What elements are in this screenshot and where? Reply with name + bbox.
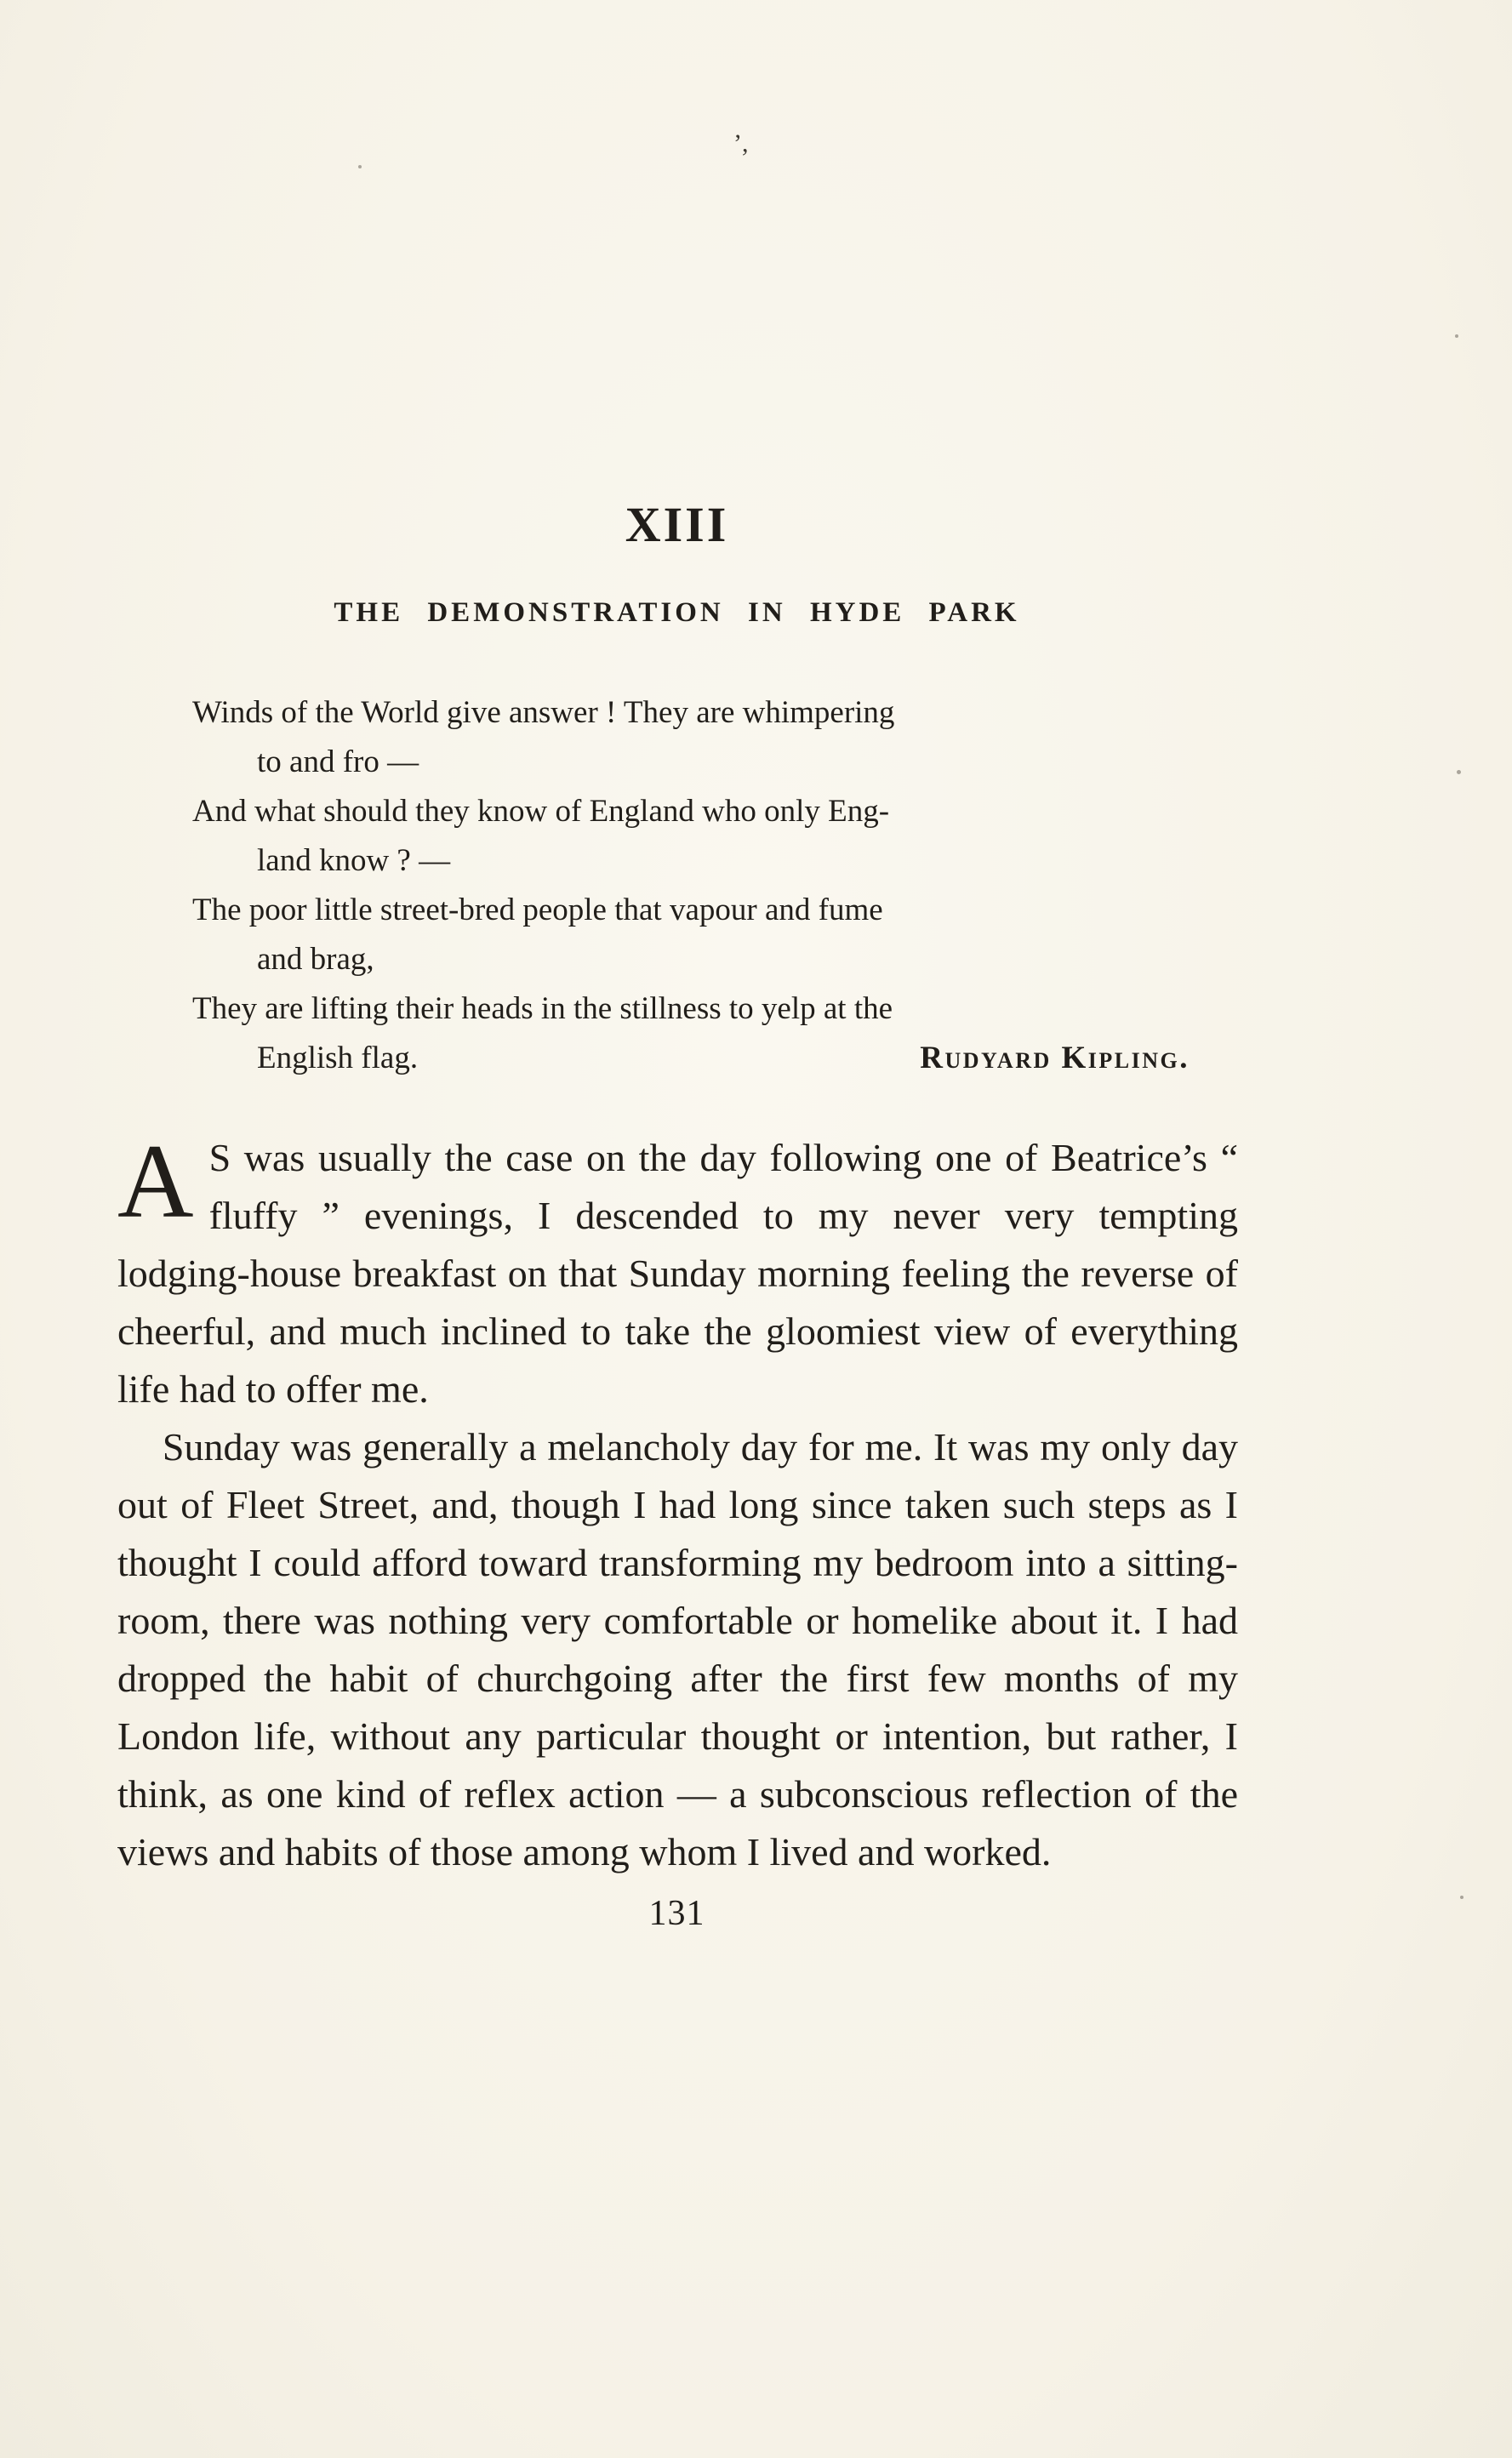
epigraph-line: and brag, (257, 942, 374, 977)
scan-speck (1460, 1896, 1464, 1899)
epigraph-line: land know ? — (257, 843, 451, 878)
body-text (117, 1123, 1238, 1881)
scan-speck (1455, 334, 1458, 338)
epigraph-line: The poor little street-bred people that vapour and fume (192, 893, 883, 927)
chapter-number: XIII (625, 497, 729, 552)
epigraph-line: They are lifting their heads in the stillness to yelp at the (192, 991, 893, 1026)
paragraph-2: Sunday was generally a melancholy day for me. It was my only day out of Fleet Street, and, though I had long since taken such steps as I thought I could afford toward transforming my bedroom into a sitting-room, there was nothing very comfortable or homelike about it. I had dropped the habit of churchgoing after the first few months of my London life, without any particular thought or intention, but rather, I think, as one kind of reflex action — a subconscious reflection of the views and habits of those among whom I lived and worked. (117, 1425, 1238, 1873)
scan-artifact: ’, (733, 129, 749, 157)
epigraph-last-line (192, 1034, 1190, 1083)
scan-speck (1457, 770, 1461, 774)
page-number: 131 (648, 1894, 705, 1933)
epigraph-line: And what should they know of England who only Eng- (192, 794, 890, 829)
epigraph-line: English flag. (257, 1041, 419, 1075)
epigraph-line: to and fro — (257, 744, 419, 779)
epigraph (192, 688, 1190, 1083)
epigraph-line: Winds of the World give answer ! They are whimpering (192, 695, 895, 730)
chapter-title: THE DEMONSTRATION IN HYDE PARK (334, 597, 1020, 628)
scan-speck (358, 165, 362, 168)
paragraph-1-text: S was usually the case on the day following one of Beatrice’s “ fluffy ” evenings, I descended to my never very tempting lodging-house breakfast on that Sunday morning feeling the reverse of cheerful, and much inclined to take the gloomiest view of everything life had to offer me. (117, 1136, 1238, 1411)
epigraph-attribution: Rudyard Kipling. (920, 1041, 1190, 1075)
paragraph-1 (117, 1123, 1238, 1418)
drop-cap: A (117, 1123, 194, 1240)
text-block (117, 0, 1236, 1934)
